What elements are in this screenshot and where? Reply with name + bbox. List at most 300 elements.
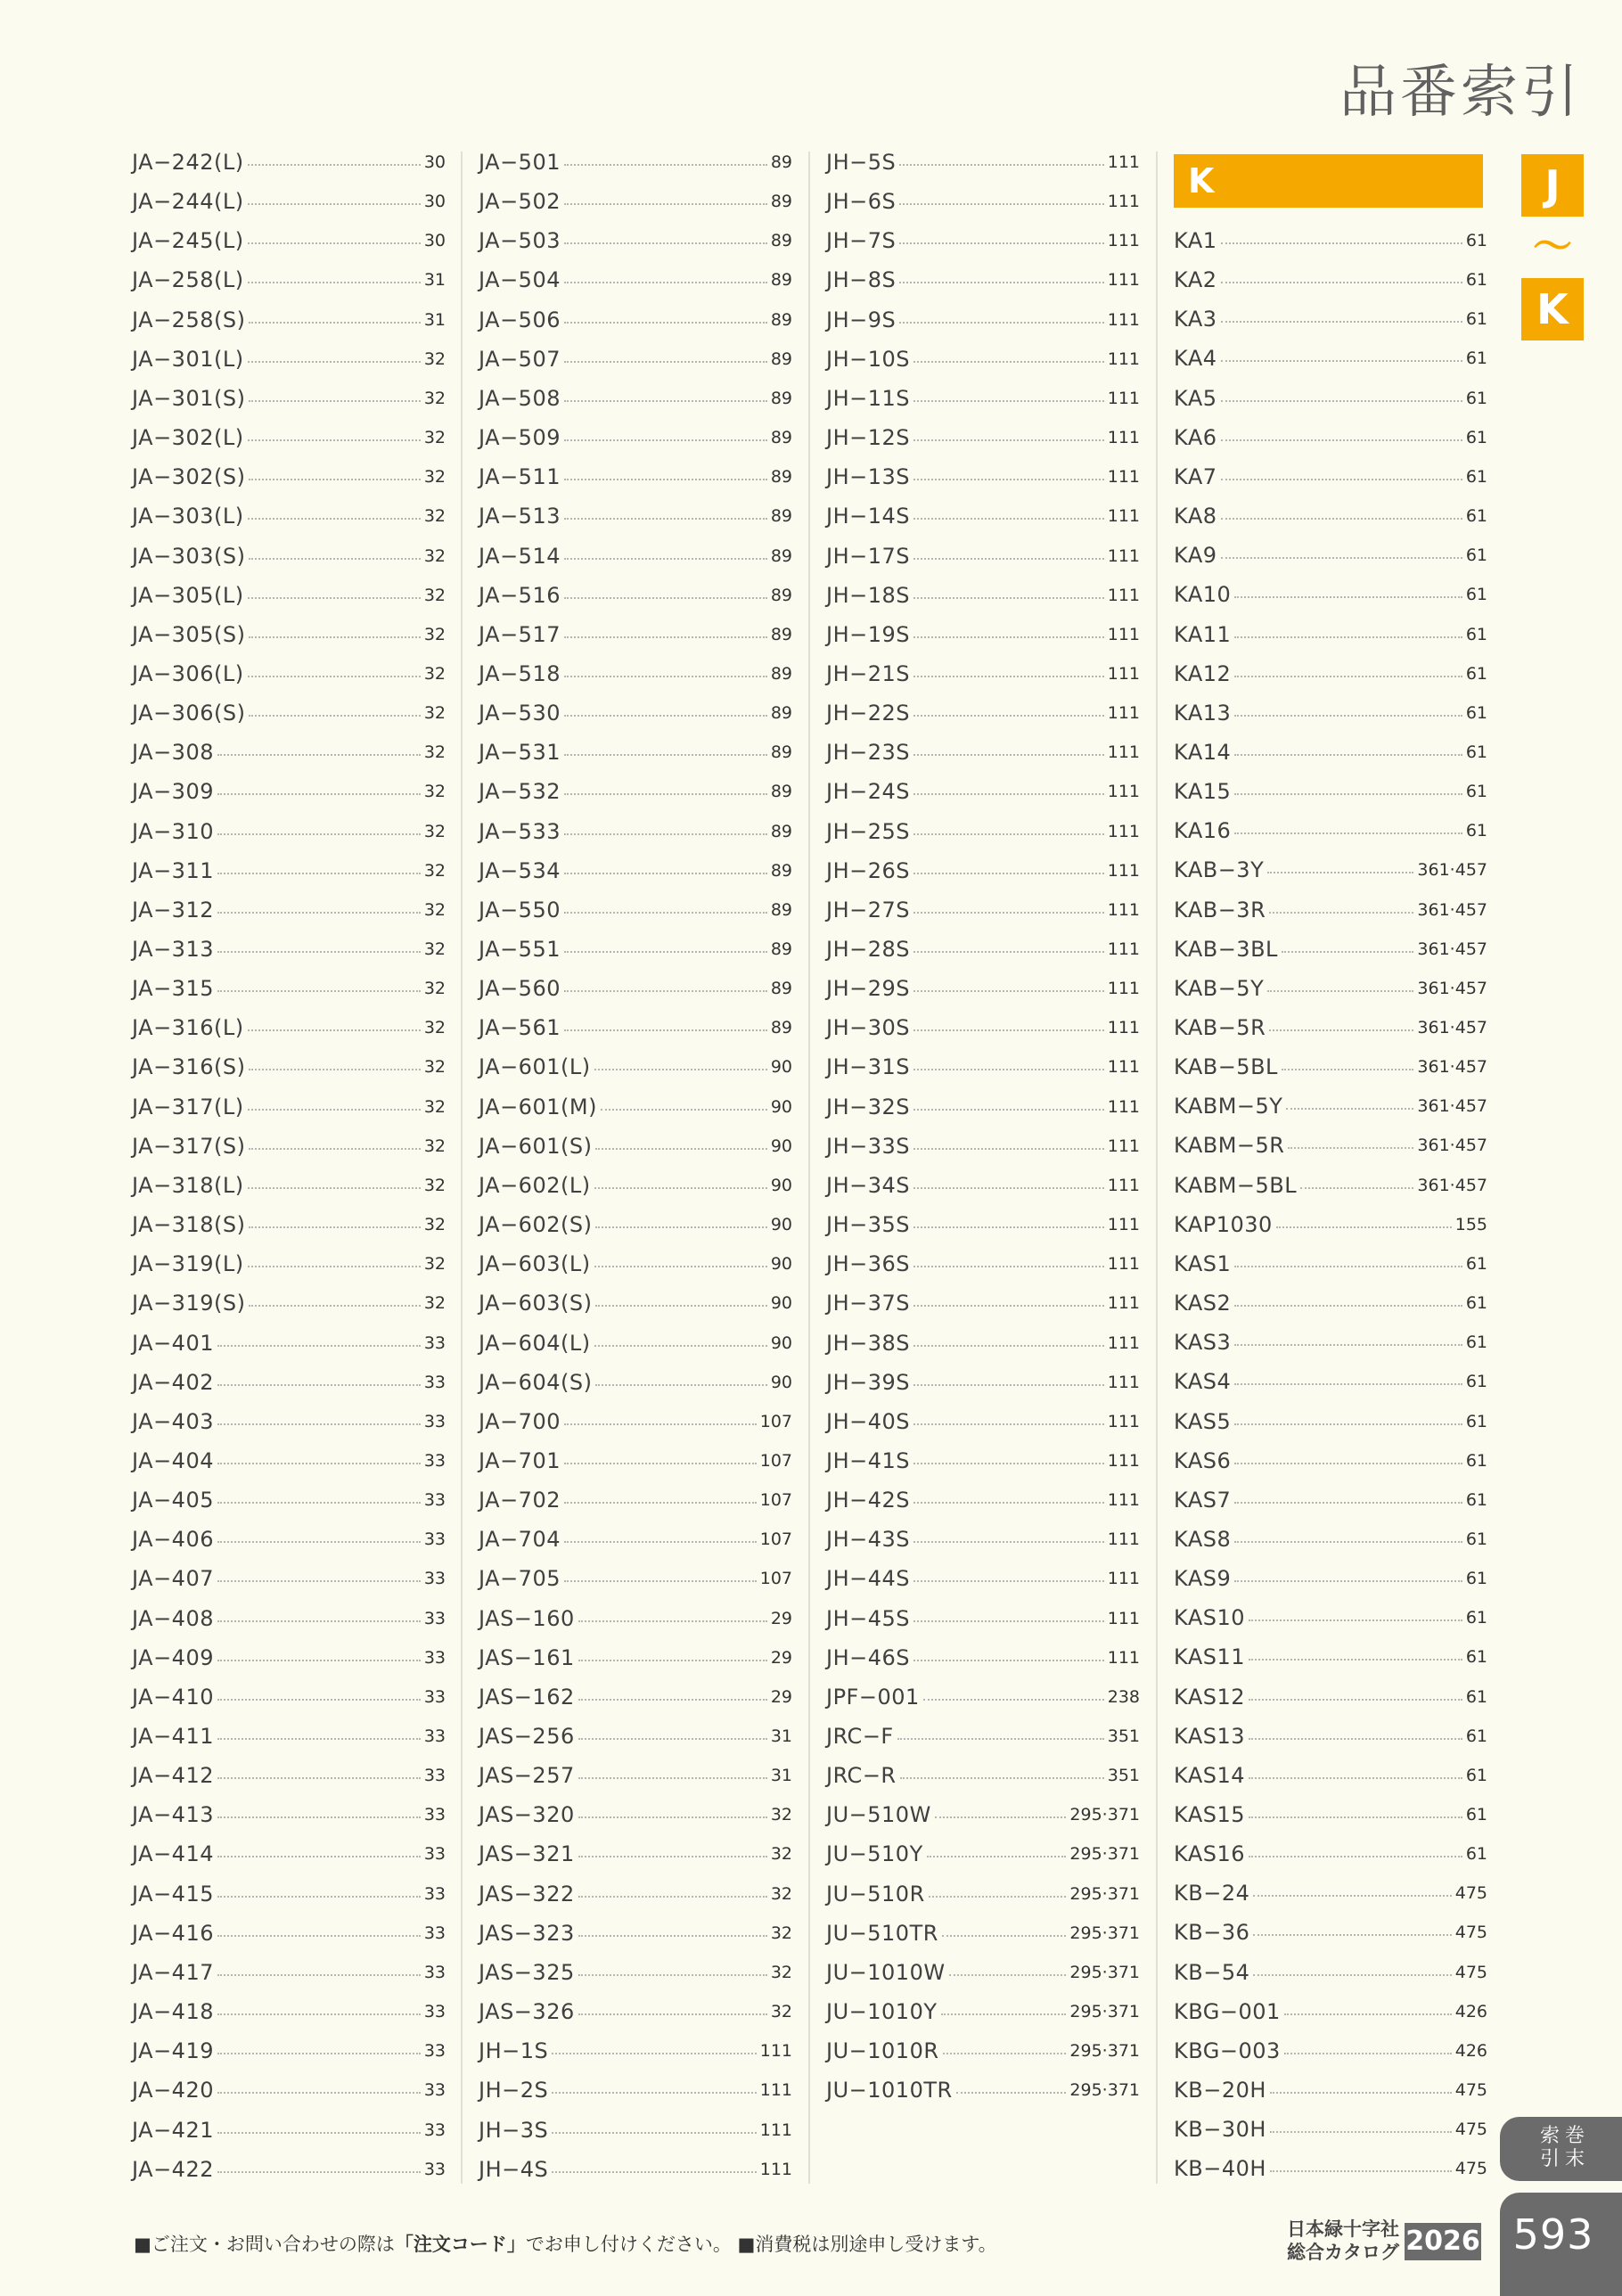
index-entry[interactable] [132,851,446,890]
index-entry[interactable] [132,2031,446,2070]
index-entry[interactable] [826,812,1140,851]
index-entry[interactable] [826,890,1140,930]
index-entry[interactable] [826,1559,1140,1598]
product-code: KB−54 [1174,1959,1250,1985]
index-entry[interactable] [826,1677,1140,1717]
index-entry[interactable] [479,969,792,1008]
index-entry[interactable] [132,1127,446,1166]
dot-leader [564,479,767,480]
index-entry[interactable] [479,1047,792,1086]
index-entry[interactable] [1174,1126,1487,1165]
product-code: KA7 [1174,463,1217,489]
product-code: KA15 [1174,779,1232,805]
dot-leader [564,1423,757,1425]
index-entry[interactable] [132,1480,446,1520]
dot-leader [578,1660,767,1661]
index-entry[interactable] [1174,1795,1487,1834]
page-title: 品番索引 [1339,60,1582,126]
index-entry[interactable] [826,340,1140,379]
product-code: JA−414 [132,1841,214,1867]
index-entry[interactable] [826,1834,1140,1874]
index-entry[interactable] [132,1874,446,1914]
index-entry[interactable] [826,1363,1140,1402]
page-reference: 111 [1107,585,1140,605]
index-entry[interactable] [826,1047,1140,1086]
page-reference: 295·371 [1069,1962,1140,1982]
index-entry[interactable] [132,2070,446,2110]
index-entry[interactable] [479,851,792,890]
index-entry[interactable] [132,1834,446,1874]
product-code: JH−3S [479,2117,549,2143]
index-entry[interactable] [132,182,446,221]
index-entry[interactable] [826,1953,1140,1992]
index-entry[interactable] [1174,1677,1487,1717]
page-reference: 426 [1454,2040,1487,2061]
index-entry[interactable] [132,1677,446,1717]
index-entry[interactable] [132,379,446,418]
index-entry[interactable] [1174,654,1487,693]
index-entry[interactable] [826,693,1140,733]
index-entry[interactable] [132,1756,446,1795]
index-entry[interactable] [1174,1520,1487,1559]
page-reference: 111 [1107,1293,1140,1314]
index-entry[interactable] [826,1638,1140,1677]
index-entry[interactable] [479,2070,792,2110]
dot-leader [927,1856,1067,1857]
index-entry[interactable] [826,182,1140,221]
index-entry[interactable] [479,733,792,772]
product-code: JA−701 [479,1447,561,1473]
page-reference: 33 [423,2041,446,2062]
index-entry[interactable] [826,1008,1140,1047]
index-entry[interactable] [132,1953,446,1992]
page-reference: 32 [423,939,446,959]
index-entry[interactable] [826,1599,1140,1638]
dot-leader [564,322,767,324]
index-entry[interactable] [826,654,1140,693]
index-entry[interactable] [132,1244,446,1283]
index-entry[interactable] [826,537,1140,576]
index-entry[interactable] [826,1127,1140,1166]
index-entry[interactable] [1174,1283,1487,1323]
index-entry[interactable] [132,1047,446,1086]
index-entry[interactable] [132,1087,446,1127]
index-entry[interactable] [1174,496,1487,536]
page-reference: 32 [770,1923,792,1943]
index-entry[interactable] [1174,299,1487,339]
product-code: JH−6S [826,189,897,215]
index-entry[interactable] [1174,1441,1487,1480]
index-entry[interactable] [1174,457,1487,496]
index-entry[interactable] [1174,1913,1487,1952]
index-entry[interactable] [132,890,446,930]
page-reference: 33 [423,1726,446,1746]
index-entry[interactable] [826,1992,1140,2031]
page-reference: 361·457 [1417,978,1487,998]
index-entry[interactable] [479,340,792,379]
dot-leader [913,1226,1104,1228]
dot-leader [913,518,1104,520]
index-entry[interactable] [826,1283,1140,1323]
index-entry[interactable] [826,260,1140,299]
index-entry[interactable] [479,418,792,457]
index-entry[interactable] [826,1166,1140,1205]
product-code: JH−41S [826,1447,911,1473]
index-entry[interactable] [1174,1205,1487,1244]
index-entry[interactable] [826,379,1140,418]
product-code: JA−408 [132,1605,214,1631]
index-entry[interactable] [132,1402,446,1441]
product-code: JA−412 [132,1763,214,1789]
dot-leader [564,439,767,441]
index-entry[interactable] [826,221,1140,260]
product-code: JU−1010W [826,1959,946,1985]
index-entry[interactable] [479,537,792,576]
index-entry[interactable] [479,1205,792,1244]
index-entry[interactable] [479,1677,792,1717]
index-entry[interactable] [132,1283,446,1323]
index-entry[interactable] [479,1244,792,1283]
page-reference: 32 [423,860,446,881]
index-entry[interactable] [1174,1598,1487,1637]
index-entry[interactable] [132,1324,446,1363]
side-index-from[interactable]: J [1521,154,1584,217]
index-entry[interactable] [479,300,792,340]
index-entry[interactable] [826,1874,1140,1914]
index-entry[interactable] [826,2031,1140,2070]
index-entry[interactable] [826,1324,1140,1363]
index-entry[interactable] [479,1363,792,1402]
page-reference: 61 [1465,506,1487,527]
page-reference: 111 [1107,1057,1140,1078]
index-entry[interactable] [479,693,792,733]
index-entry[interactable] [826,930,1140,969]
index-entry[interactable] [479,1480,792,1520]
index-entry[interactable] [479,1283,792,1323]
index-entry[interactable] [826,457,1140,496]
index-entry[interactable] [826,1914,1140,1953]
index-entry[interactable] [479,1520,792,1559]
product-code: KABM−5Y [1174,1094,1283,1119]
product-code: KA5 [1174,385,1217,411]
index-entry[interactable] [1174,1834,1487,1874]
index-entry[interactable] [132,2111,446,2150]
index-entry[interactable] [479,1599,792,1638]
index-entry[interactable] [826,1480,1140,1520]
index-entry[interactable] [132,733,446,772]
index-entry[interactable] [826,1402,1140,1441]
product-code: JA−409 [132,1644,214,1670]
index-entry[interactable] [132,1520,446,1559]
index-entry[interactable] [1174,1874,1487,1913]
index-entry[interactable] [132,2150,446,2189]
index-entry[interactable] [479,1324,792,1363]
product-code: JH−14S [826,504,911,529]
index-entry[interactable] [826,1520,1140,1559]
page-reference: 29 [770,1647,792,1668]
page-reference: 90 [770,1215,792,1235]
index-entry[interactable] [132,772,446,811]
index-entry[interactable] [479,2031,792,2070]
dot-leader [217,1463,421,1464]
index-entry[interactable] [479,1756,792,1795]
index-entry[interactable] [1174,339,1487,378]
index-entry[interactable] [1174,850,1487,890]
index-entry[interactable] [1174,1008,1487,1047]
index-entry[interactable] [1174,221,1487,260]
index-entry[interactable] [826,1087,1140,1127]
page-reference: 32 [423,703,446,724]
page-reference: 361·457 [1417,1136,1487,1156]
index-entry[interactable] [1174,2149,1487,2188]
index-entry[interactable] [1174,536,1487,575]
index-entry[interactable] [479,182,792,221]
index-entry[interactable] [1174,890,1487,930]
index-entry[interactable] [479,1834,792,1874]
index-entry[interactable] [132,457,446,496]
product-code: JA−406 [132,1527,214,1553]
product-code: KB−20H [1174,2078,1266,2103]
index-entry[interactable] [1174,575,1487,614]
index-entry[interactable] [826,1717,1140,1756]
index-entry[interactable] [132,221,446,260]
index-entry[interactable] [132,930,446,969]
index-entry[interactable] [132,693,446,733]
index-entry[interactable] [479,457,792,496]
index-entry[interactable] [479,1953,792,1992]
dot-leader [594,1345,767,1347]
index-entry[interactable] [479,1127,792,1166]
index-entry[interactable] [1174,1166,1487,1205]
index-entry[interactable] [826,496,1140,536]
index-entry[interactable] [479,1166,792,1205]
product-code: KAB−5Y [1174,975,1265,1001]
index-entry[interactable] [826,576,1140,615]
index-entry[interactable] [1174,1323,1487,1362]
dot-leader [899,282,1103,283]
index-entry[interactable] [132,418,446,457]
page-reference: 89 [770,467,792,488]
product-code: KAS10 [1174,1605,1246,1631]
index-entry[interactable] [826,1441,1140,1480]
index-entry[interactable] [826,851,1140,890]
index-entry[interactable] [1174,1559,1487,1598]
index-entry[interactable] [132,496,446,536]
index-entry[interactable] [132,1914,446,1953]
index-entry[interactable] [132,969,446,1008]
index-entry[interactable] [479,1008,792,1047]
page-reference: 61 [1465,231,1487,250]
company-line-1: 日本緑十字社 [1287,2218,1399,2240]
index-entry[interactable] [132,1363,446,1402]
index-entry[interactable] [132,340,446,379]
side-index-to[interactable]: K [1521,278,1584,340]
product-code: JH−12S [826,425,911,451]
product-code: JA−532 [479,779,561,805]
dot-leader [1249,1777,1462,1779]
index-entry[interactable] [479,143,792,182]
index-entry[interactable] [1174,1992,1487,2031]
index-entry[interactable] [132,1441,446,1480]
dot-leader [1221,479,1462,480]
dot-leader [217,2053,421,2054]
index-entry[interactable] [132,1599,446,1638]
index-entry[interactable] [826,143,1140,182]
product-code: JA−509 [479,425,561,451]
dot-leader [564,518,767,520]
page-reference: 32 [423,1175,446,1195]
index-entry[interactable] [132,1992,446,2031]
index-entry[interactable] [1174,772,1487,811]
product-code: KAS6 [1174,1447,1232,1473]
index-entry[interactable] [1174,1047,1487,1086]
index-entry[interactable] [1174,930,1487,969]
index-entry[interactable] [826,300,1140,340]
index-entry[interactable] [1174,2031,1487,2070]
index-entry[interactable] [1174,1953,1487,1992]
product-code: JA−306(L) [132,660,244,686]
index-entry[interactable] [826,418,1140,457]
index-entry[interactable] [132,143,446,182]
product-code: KABM−5R [1174,1133,1285,1159]
product-code: KBG−001 [1174,1998,1281,2024]
index-entry[interactable] [479,260,792,299]
index-entry[interactable] [826,1205,1140,1244]
product-code: JH−5S [826,150,897,175]
dot-leader [248,1029,421,1031]
index-entry[interactable] [479,1874,792,1914]
page-reference: 155 [1454,1214,1487,1234]
index-entry[interactable] [1174,1756,1487,1795]
page-reference: 111 [1107,388,1140,408]
dot-leader [248,203,421,205]
appendix-index-tab[interactable] [1500,2117,1622,2181]
index-entry[interactable] [826,1795,1140,1834]
index-entry[interactable] [826,2070,1140,2110]
index-entry[interactable] [479,2150,792,2189]
index-entry[interactable] [479,379,792,418]
index-entry[interactable] [1174,418,1487,457]
dot-leader [1253,1934,1451,1936]
index-entry[interactable] [479,615,792,654]
product-code: JH−36S [826,1251,911,1277]
index-entry[interactable] [479,1795,792,1834]
index-entry[interactable] [479,576,792,615]
index-entry[interactable] [826,1756,1140,1795]
dot-leader [1221,360,1462,362]
index-entry[interactable] [479,1441,792,1480]
product-code: JA−310 [132,818,214,844]
dot-leader [1221,400,1462,402]
dot-leader [1267,872,1413,873]
index-entry[interactable] [479,2111,792,2150]
index-entry[interactable] [479,654,792,693]
product-code: JH−24S [826,779,911,805]
index-entry[interactable] [132,1717,446,1756]
index-entry[interactable] [1174,1086,1487,1126]
index-entry[interactable] [1174,733,1487,772]
dot-leader [217,990,421,992]
index-entry[interactable] [479,772,792,811]
page-reference: 61 [1465,821,1487,841]
index-entry[interactable] [479,496,792,536]
index-entry[interactable] [132,1795,446,1834]
index-entry[interactable] [132,615,446,654]
page-reference: 111 [1107,1175,1140,1195]
index-entry[interactable] [132,300,446,340]
index-entry[interactable] [1174,260,1487,299]
index-entry[interactable] [1174,1480,1487,1520]
index-entry[interactable] [479,1087,792,1127]
index-entry[interactable] [826,1244,1140,1283]
index-entry[interactable] [132,1008,446,1047]
index-entry[interactable] [826,615,1140,654]
index-entry[interactable] [1174,1637,1487,1677]
index-entry[interactable] [132,576,446,615]
index-entry[interactable] [1174,1362,1487,1401]
index-entry[interactable] [132,812,446,851]
index-entry[interactable] [1174,615,1487,654]
page-reference: 111 [1107,467,1140,488]
index-entry[interactable] [132,537,446,576]
index-entry[interactable] [479,1402,792,1441]
index-entry[interactable] [1174,2070,1487,2110]
product-code: JA−405 [132,1488,214,1513]
index-entry[interactable] [479,1559,792,1598]
index-entry[interactable] [826,969,1140,1008]
index-entry[interactable] [479,1992,792,2031]
page-reference: 89 [770,939,792,959]
page-reference: 89 [770,388,792,408]
page-reference: 295·371 [1069,1883,1140,1904]
index-entry[interactable] [826,772,1140,811]
index-entry[interactable] [132,260,446,299]
index-entry[interactable] [479,1914,792,1953]
index-entry[interactable] [132,654,446,693]
index-entry[interactable] [479,812,792,851]
index-entry[interactable] [826,733,1140,772]
index-entry[interactable] [1174,969,1487,1008]
dot-leader [913,990,1104,992]
index-entry[interactable] [132,1205,446,1244]
index-entry[interactable] [479,930,792,969]
index-entry[interactable] [132,1166,446,1205]
index-entry[interactable] [1174,693,1487,733]
page-reference: 90 [770,1254,792,1275]
page-reference: 89 [770,152,792,172]
index-entry[interactable] [479,221,792,260]
dot-leader [913,715,1104,717]
page-reference: 33 [423,1569,446,1589]
index-entry[interactable] [132,1559,446,1598]
index-entry[interactable] [1174,811,1487,850]
product-code: JA−533 [479,818,561,844]
index-entry[interactable] [132,1638,446,1677]
index-entry[interactable] [479,890,792,930]
column-divider [1156,152,1158,2184]
index-entry[interactable] [1174,1717,1487,1756]
index-entry[interactable] [1174,2110,1487,2149]
index-entry[interactable] [479,1638,792,1677]
index-entry[interactable] [1174,1244,1487,1283]
product-code: JH−33S [826,1133,911,1159]
page-reference: 61 [1465,1253,1487,1274]
index-entry[interactable] [1174,1402,1487,1441]
index-entry[interactable] [1174,379,1487,418]
page-reference: 111 [1107,663,1140,684]
page-reference: 32 [423,782,446,802]
index-entry[interactable] [479,1717,792,1756]
